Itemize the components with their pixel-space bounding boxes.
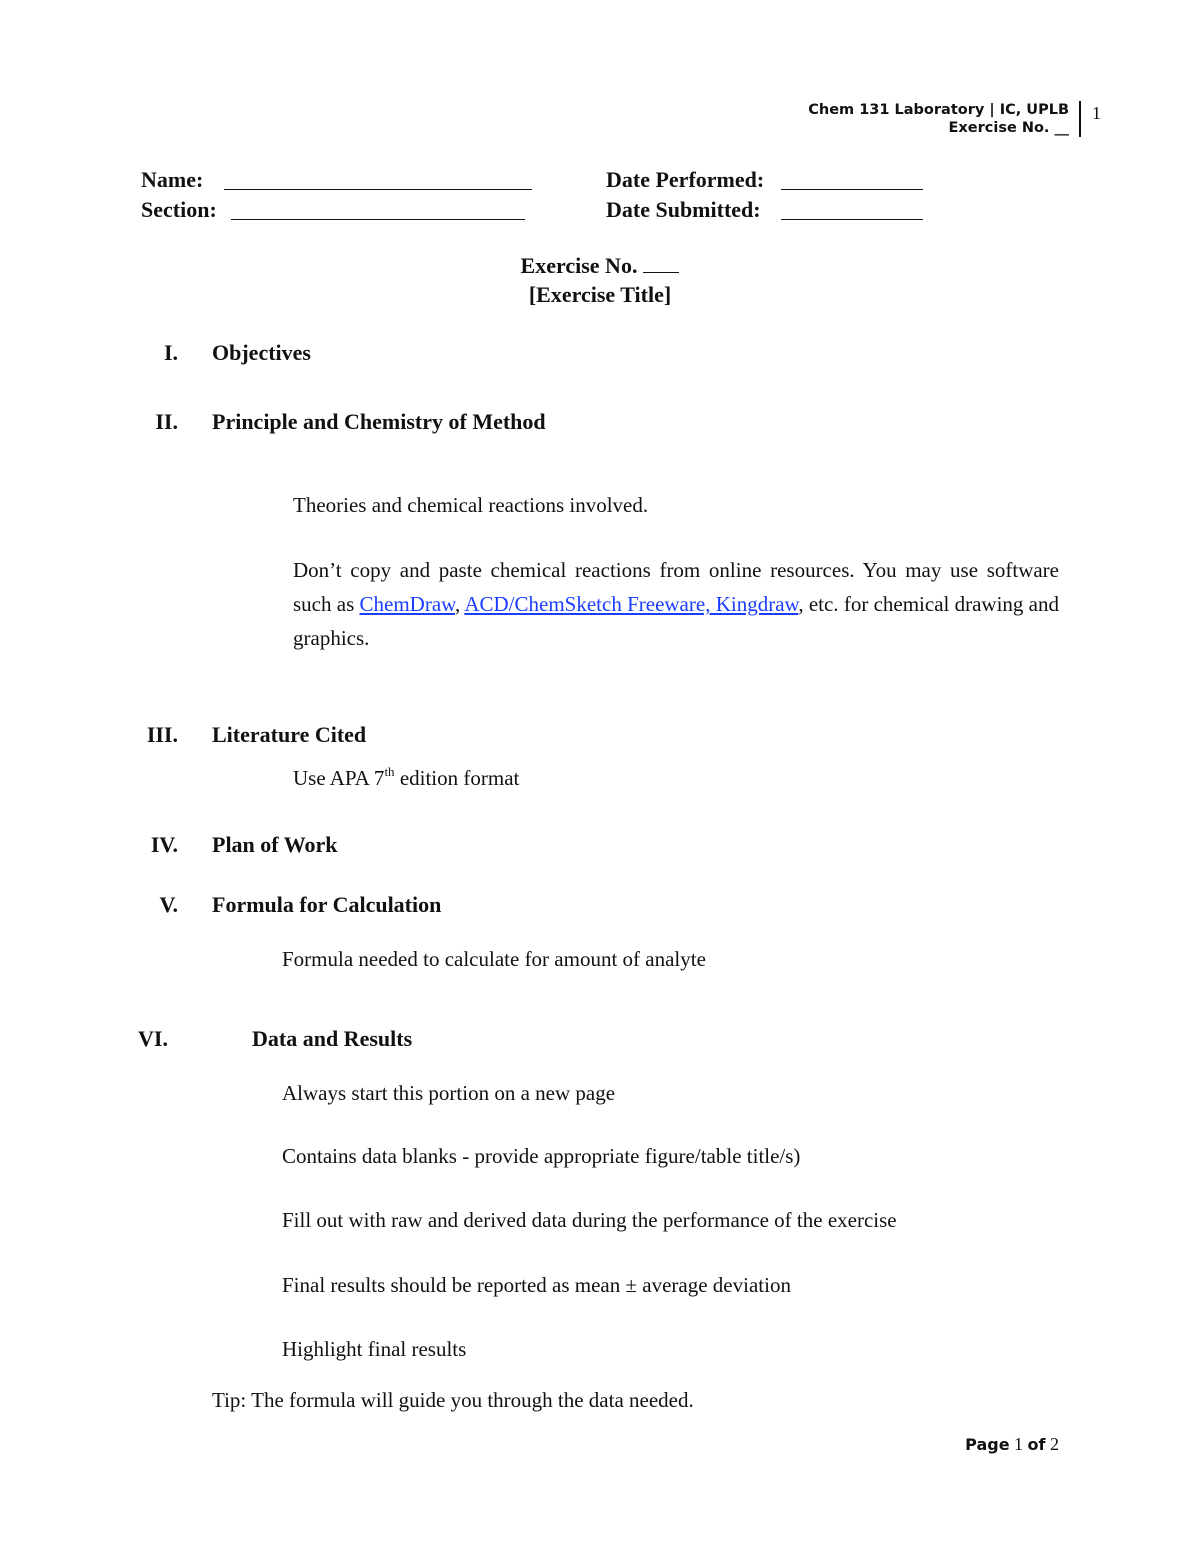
section-2-paragraph-2 [293,553,1059,655]
footer-of-word: of [1027,1435,1046,1454]
section-5-text: Formula needed to calculate for amount of analyte [282,947,706,971]
chemdraw-link[interactable]: ChemDraw [359,592,455,616]
link-separator: , [454,592,461,616]
section-2-paragraph-2-tail: , etc. for chemical drawing and graphics. [293,592,1060,650]
header-exercise-line: Exercise No. __ [948,120,1069,136]
section-2-number: II. [155,409,178,434]
date-submitted-blank[interactable] [781,219,923,220]
section-label: Section: [141,197,217,222]
section-2-paragraph-2-lead: Don’t copy and paste chemical reactions from online resources. You may use software such as [293,558,1059,616]
footer-current-page: 1 [1014,1434,1024,1454]
header-page-number: 1 [1092,103,1101,123]
section-2-paragraph-1: Theories and chemical reactions involved. [293,493,649,517]
header-course-line: Chem 131 Laboratory | IC, UPLB [808,102,1069,118]
data-item-2: Contains data blanks - provide appropriate figure/table title/s) [282,1144,801,1168]
header-divider [1079,101,1081,137]
page-footer [965,1434,1059,1455]
section-3-text [293,765,519,791]
section-6-number: VI. [138,1026,168,1051]
apa-superscript: th [384,764,395,779]
section-4-number: IV. [150,832,178,857]
footer-total-pages: 2 [1050,1434,1059,1454]
data-item-3: Fill out with raw and derived data during the performance of the exercise [282,1208,897,1232]
section-3-title: Literature Cited [212,722,367,747]
tip-text: Tip: The formula will guide you through the data needed. [212,1388,694,1412]
section-1-number: I. [163,340,178,365]
footer-page-word: Page [965,1435,1010,1454]
apa-text-tail: edition format [394,766,520,790]
exercise-number-label: Exercise No. [520,253,638,278]
data-item-4: Final results should be reported as mean ± average deviation [282,1273,791,1297]
data-item-1: Always start this portion on a new page [282,1081,616,1105]
date-performed-blank[interactable] [781,189,923,190]
section-5-number: V. [159,892,178,917]
date-submitted-label: Date Submitted: [606,197,761,222]
section-6-title: Data and Results [252,1026,413,1051]
exercise-number-heading [0,252,1200,280]
section-1-title: Objectives [212,340,311,365]
exercise-title-heading: [Exercise Title] [528,282,672,307]
exercise-number-blank[interactable] [643,254,679,273]
data-item-5: Highlight final results [282,1337,467,1361]
name-blank[interactable] [224,189,532,190]
section-3-number: III. [146,722,178,747]
section-5-title: Formula for Calculation [212,892,442,917]
apa-text: Use APA 7 [293,766,385,790]
section-2-title: Principle and Chemistry of Method [212,409,546,434]
section-4-title: Plan of Work [212,832,338,857]
date-performed-label: Date Performed: [606,167,765,192]
section-blank[interactable] [231,219,525,220]
acd-chemsketch-kingdraw-link[interactable]: ACD/ChemSketch Freeware, Kingdraw [464,592,799,616]
name-label: Name: [141,167,204,192]
